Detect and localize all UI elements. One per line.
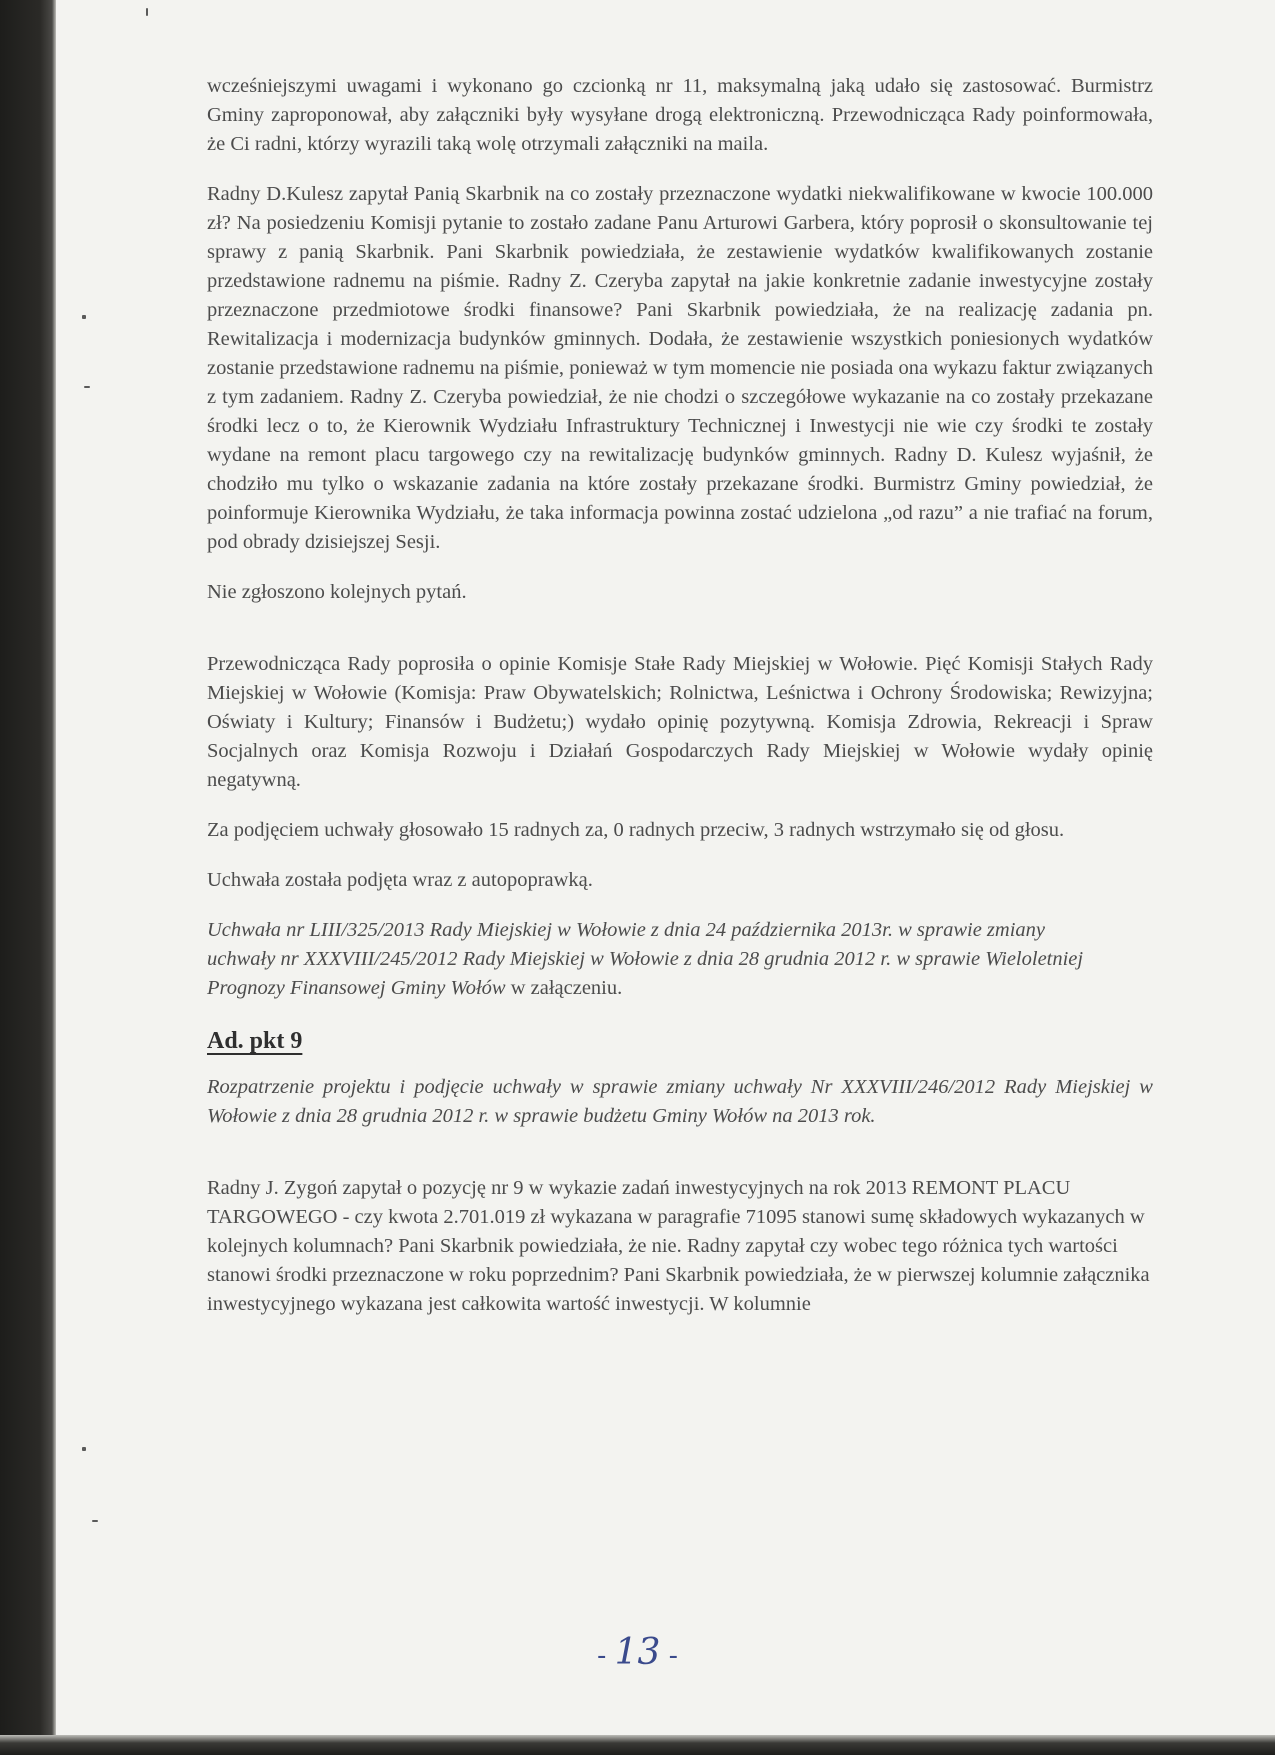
resolution-reference-italic: Uchwała nr LIII/325/2013 Rady Miejskiej w Wołowie z dnia 24 października 2013r. w sprawie zmiany uchwały nr XXXVIII/245/2012 Rady Miejskiej w Wołowie z dnia 28 grudnia 2012 r. w sprawie Wieloletniej Prognozy Finansowej Gminy Wołów	[207, 919, 1084, 999]
paragraph-committee-opinions: Przewodnicząca Rady poprosiła o opinie Komisje Stałe Rady Miejskiej w Wołowie. Pięć Komisji Stałych Rady Miejskiej w Wołowie (Komisja: Praw Obywatelskich; Rolnictwa, Leśnictwa i Ochrony Środowiska; Rewizyjna; Oświaty i Kultury; Finansów i Budżetu;) wydało opinię pozytywną. Komisja Zdrowia, Rekreacji i Spraw Socjalnych oraz Komisja Rozwoju i Działań Gospodarczych Rady Miejskiej w Wołowie wydały opinię negatywną.	[207, 653, 1153, 791]
paragraph-investment-question: Radny J. Zygoń zapytał o pozycję nr 9 w wykazie zadań inwestycyjnych na rok 2013 REMONT PLACU TARGOWEGO - czy kwota 2.701.019 zł wykazana w paragrafie 71095 stanowi sumę składowych wykazanych w kolejnych kolumnach? Pani Skarbnik powiedziała, że nie. Radny zapytał czy wobec tego różnica tych wartości stanowi środki przeznaczone w roku poprzednim? Pani Skarbnik powiedziała, że w pierwszej kolumnie załącznika inwestycyjnego wykazana jest całkowita wartość inwestycji. W kolumnie	[207, 1177, 1150, 1315]
paragraph-resolution-reference	[207, 916, 1153, 1003]
scan-speck	[84, 386, 90, 388]
paragraph-vote-result: Za podjęciem uchwały głosowało 15 radnych za, 0 radnych przeciw, 3 radnych wstrzymało się od głosu.	[207, 819, 1065, 841]
paragraph-resolution-adopted: Uchwała została podjęta wraz z autopoprawką.	[207, 869, 593, 891]
paragraph-attachments: wcześniejszymi uwagami i wykonano go czcionką nr 11, maksymalną jaką udało się zastosować. Burmistrz Gminy zaproponował, aby załączniki były wysyłane drogą elektroniczną. Przewodnicząca Rady poinformowała, że Ci radni, którzy wyrazili taką wolę otrzymali załączniki na maila.	[207, 75, 1153, 155]
document-body	[207, 72, 1153, 1319]
agenda-item-description: Rozpatrzenie projektu i podjęcie uchwały w sprawie zmiany uchwały Nr XXXVIII/246/2012 Rady Miejskiej w Wołowie z dnia 28 grudnia 2012 r. w sprawie budżetu Gminy Wołów na 2013 rok.	[207, 1076, 1153, 1127]
page-number	[0, 1632, 1275, 1673]
paragraph-questions: Radny D.Kulesz zapytał Panią Skarbnik na co zostały przeznaczone wydatki niekwalifikowane w kwocie 100.000 zł? Na posiedzeniu Komisji pytanie to zostało zadane Panu Arturowi Garbera, który poprosił o skonsultowanie tej sprawy z panią Skarbnik. Pani Skarbnik powiedziała, że zestawienie wydatków kwalifikowanych zostanie przedstawione radnemu na piśmie. Radny Z. Czeryba zapytał na jakie konkretnie zadanie inwestycyjne zostały przeznaczone przedmiotowe środki finansowe? Pani Skarbnik powiedziała, że na realizację zadania pn. Rewitalizacja i modernizacja budynków gminnych. Dodała, że zestawienie wszystkich poniesionych wydatków zostanie przedstawione radnemu na piśmie, ponieważ w tym momencie nie posiada ona wykazu faktur związanych z tym zadaniem. Radny Z. Czeryba powiedział, że nie chodzi o szczegółowe wykazanie na co zostały przekazane środki lecz o to, że Kierownik Wydziału Infrastruktury Technicznej i Inwestycji nie wie czy środki te zostały wydane na remont placu targowego czy na rewitalizację budynków gminnych. Radny D. Kulesz wyjaśnił, że chodziło mu tylko o wskazanie zadania na które zostały przekazane środki. Burmistrz Gminy powiedział, że poinformuje Kierownika Wydziału, że taka informacja powinna zostać udzielona „od razu” a nie trafiać na forum, pod obrady dzisiejszej Sesji.	[207, 183, 1153, 553]
scan-speck	[82, 315, 86, 319]
section-heading: Ad. pkt 9	[207, 1028, 303, 1054]
page-number-prefix: -	[596, 1641, 607, 1671]
scan-bottom-edge	[0, 1735, 1275, 1755]
scan-left-edge	[0, 0, 56, 1755]
resolution-reference-tail: w załączeniu.	[505, 977, 623, 999]
page-number-value: 13	[614, 1632, 661, 1673]
scan-speck	[82, 1447, 86, 1451]
paragraph-no-more-questions: Nie zgłoszono kolejnych pytań.	[207, 581, 467, 603]
scan-speck	[92, 1520, 98, 1522]
scan-speck	[146, 8, 148, 16]
page-number-suffix: -	[668, 1641, 679, 1671]
